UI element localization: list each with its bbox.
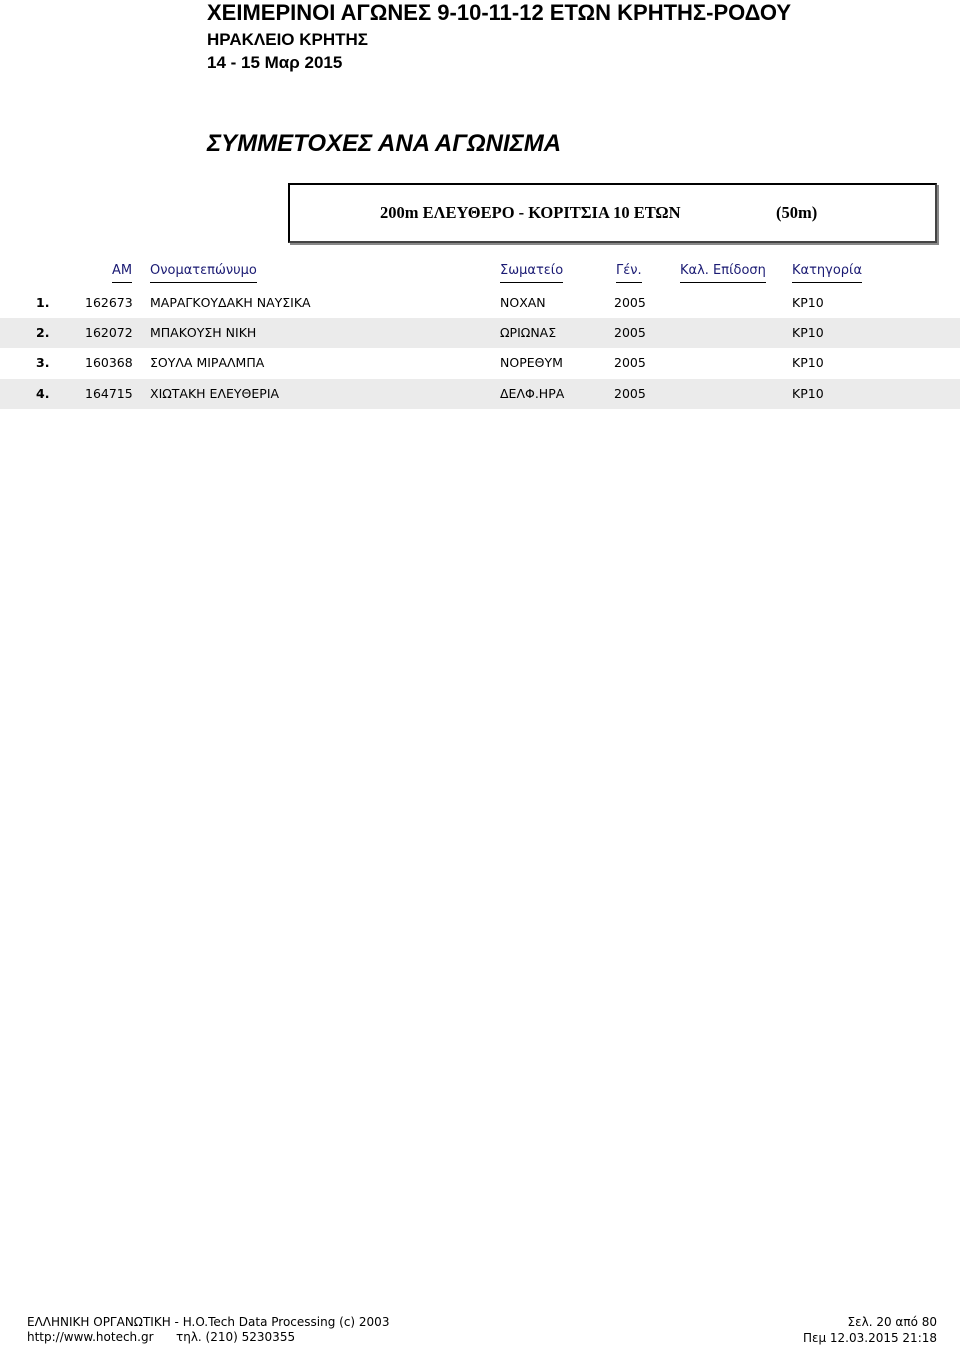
- table-row: [0, 288, 960, 318]
- meet-title: ΧΕΙΜΕΡΙΝΟΙ ΑΓΩΝΕΣ 9-10-11-12 ΕΤΩΝ ΚΡΗΤΗΣ-ΡΟΔΟΥ: [207, 0, 792, 25]
- entry-name: ΜΠΑΚΟΥΣΗ ΝΙΚΗ: [150, 325, 257, 340]
- footer-page-number: Σελ. 20 από 80: [847, 1315, 937, 1329]
- entry-club: ΔΕΛΦ.ΗΡΑ: [500, 386, 565, 401]
- section-title: ΣΥΜΜΕΤΟΧΕΣ ΑΝΑ ΑΓΩΝΙΣΜΑ: [207, 130, 562, 157]
- entry-category: ΚΡ10: [792, 325, 824, 340]
- entry-name: ΜΑΡΑΓΚΟΥΔΑΚΗ ΝΑΥΣΙΚΑ: [150, 295, 311, 310]
- entry-birth-year: 2005: [614, 386, 646, 401]
- entry-name: ΣΟΥΛΑ ΜΙΡΑΛΜΠΑ: [150, 355, 265, 370]
- column-header-entry-time: Καλ. Επίδοση: [680, 262, 766, 283]
- meet-venue: ΗΡΑΚΛΕΙΟ ΚΡΗΤΗΣ: [207, 30, 369, 49]
- table-row: [0, 348, 960, 378]
- column-header-category: Κατηγορία: [792, 262, 862, 283]
- entry-name: ΧΙΩΤΑΚΗ ΕΛΕΥΘΕΡΙΑ: [150, 386, 280, 401]
- entry-birth-year: 2005: [614, 355, 646, 370]
- column-header-club: Σωματείο: [500, 262, 563, 283]
- entry-am: 162072: [85, 325, 133, 340]
- entry-rank: 1.: [36, 295, 50, 310]
- event-name: 200m ΕΛΕΥΘΕΡΟ - ΚΟΡΙΤΣΙΑ 10 ΕΤΩΝ: [380, 203, 681, 222]
- event-box: [288, 183, 937, 243]
- meet-date: 14 - 15 Μαρ 2015: [207, 53, 343, 72]
- table-row: [0, 318, 960, 348]
- event-pool-length: (50m): [776, 203, 818, 222]
- entry-club: ΝΟΧΑΝ: [500, 295, 546, 310]
- column-header-birth-year: Γέν.: [616, 262, 642, 283]
- entry-category: ΚΡ10: [792, 295, 824, 310]
- entry-am: 162673: [85, 295, 133, 310]
- entry-rank: 3.: [36, 355, 50, 370]
- entry-birth-year: 2005: [614, 295, 646, 310]
- entry-category: ΚΡ10: [792, 355, 824, 370]
- footer-organization: ΕΛΛΗΝΙΚΗ ΟΡΓΑΝΩΤΙΚΗ - H.O.Tech Data Processing (c) 2003: [27, 1315, 390, 1329]
- entry-category: ΚΡ10: [792, 386, 824, 401]
- column-header-name: Ονοματεπώνυμο: [150, 262, 257, 283]
- footer-phone: τηλ. (210) 5230355: [176, 1330, 296, 1344]
- footer-website[interactable]: http://www.hotech.gr: [27, 1330, 154, 1344]
- entry-rank: 2.: [36, 325, 50, 340]
- entry-rank: 4.: [36, 386, 50, 401]
- entry-birth-year: 2005: [614, 325, 646, 340]
- entry-club: ΩΡΙΩΝΑΣ: [500, 325, 557, 340]
- entry-club: ΝΟΡΕΘΥΜ: [500, 355, 563, 370]
- entry-am: 164715: [85, 386, 133, 401]
- table-row: [0, 379, 960, 409]
- footer-print-date: Πεμ 12.03.2015 21:18: [802, 1331, 937, 1345]
- column-header-am: ΑΜ: [112, 262, 132, 283]
- entry-am: 160368: [85, 355, 133, 370]
